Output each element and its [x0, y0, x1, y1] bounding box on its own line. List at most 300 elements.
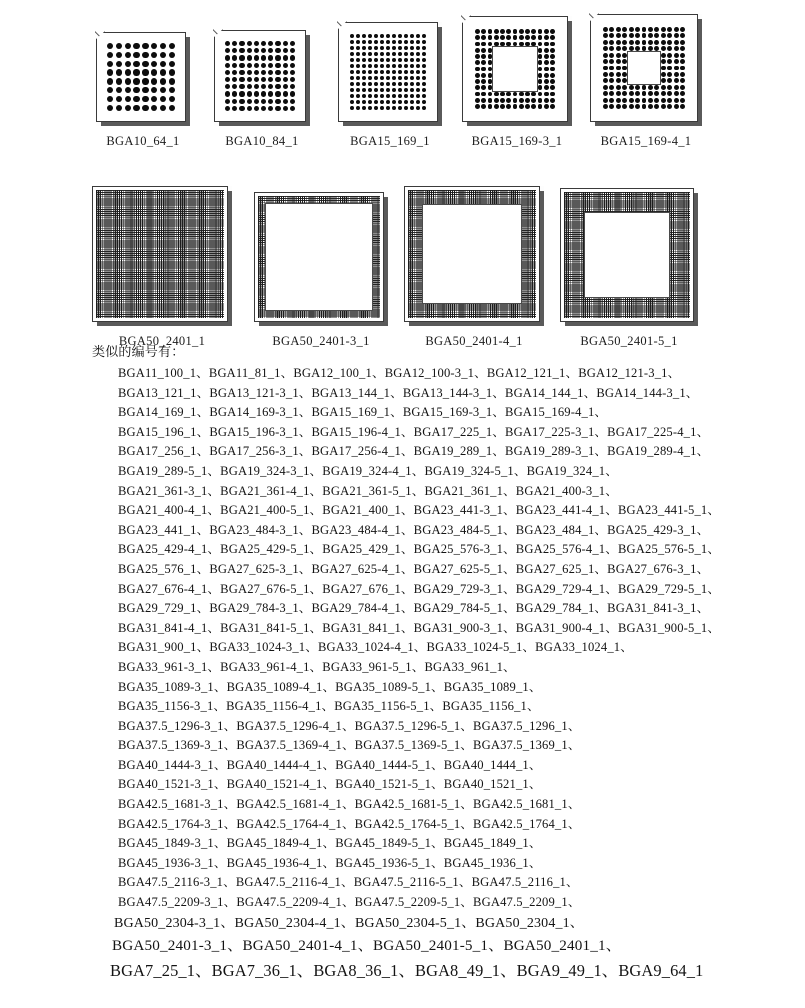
solder-ball — [362, 64, 366, 68]
solder-ball — [422, 46, 426, 50]
solder-ball — [142, 96, 148, 102]
solder-ball — [494, 98, 499, 103]
solder-ball — [667, 91, 672, 96]
solder-ball — [232, 84, 237, 89]
solder-ball — [133, 87, 139, 93]
solder-ball — [261, 70, 266, 75]
solder-ball — [416, 46, 420, 50]
solder-ball — [404, 58, 408, 62]
solder-ball — [107, 96, 113, 102]
solder-ball — [538, 92, 543, 97]
solder-ball — [680, 59, 685, 64]
solder-ball — [616, 104, 621, 109]
solder-ball — [380, 106, 384, 110]
solder-ball — [544, 54, 549, 59]
solder-ball — [538, 79, 543, 84]
solder-ball — [374, 82, 378, 86]
solder-ball — [268, 70, 273, 75]
solder-ball — [519, 35, 524, 40]
package-right-shadow — [438, 27, 442, 126]
solder-ball — [609, 72, 614, 77]
solder-ball — [380, 76, 384, 80]
part-number-line: BGA40_1521-3_1、BGA40_1521-4_1、BGA40_1521-5_1、BGA40_1521_1、 — [118, 777, 542, 792]
solder-ball — [392, 76, 396, 80]
solder-ball — [362, 70, 366, 74]
solder-ball — [488, 104, 493, 109]
solder-ball — [674, 85, 679, 90]
solder-ball — [239, 106, 244, 111]
solder-ball — [169, 105, 175, 111]
solder-ball — [603, 98, 608, 103]
solder-ball — [380, 88, 384, 92]
solder-ball — [422, 76, 426, 80]
package-figure — [590, 14, 702, 149]
solder-ball — [481, 67, 486, 72]
solder-ball — [550, 104, 555, 109]
solder-ball — [398, 58, 402, 62]
solder-ball — [283, 70, 288, 75]
solder-ball — [368, 52, 372, 56]
solder-ball — [160, 52, 166, 58]
solder-ball — [667, 33, 672, 38]
solder-ball — [481, 48, 486, 53]
solder-ball — [356, 34, 360, 38]
solder-ball — [225, 55, 230, 60]
solder-ball — [475, 48, 480, 53]
solder-ball — [160, 61, 166, 67]
package-right-shadow — [568, 21, 572, 126]
part-number-line: BGA45_1849-3_1、BGA45_1849-4_1、BGA45_1849-5_1、BGA45_1849_1、 — [118, 836, 542, 851]
solder-ball — [550, 54, 555, 59]
solder-ball — [410, 88, 414, 92]
solder-ball — [654, 33, 659, 38]
solder-ball — [398, 52, 402, 56]
solder-ball — [254, 48, 259, 53]
solder-ball — [404, 76, 408, 80]
solder-ball — [544, 48, 549, 53]
solder-ball — [603, 33, 608, 38]
solder-ball — [247, 106, 252, 111]
solder-ball — [674, 104, 679, 109]
solder-ball — [680, 91, 685, 96]
solder-ball — [380, 70, 384, 74]
solder-ball — [475, 42, 480, 47]
solder-ball — [374, 94, 378, 98]
solder-ball — [609, 53, 614, 58]
solder-ball — [404, 40, 408, 44]
solder-ball — [350, 34, 354, 38]
solder-ball — [283, 55, 288, 60]
solder-ball — [283, 41, 288, 46]
solder-ball — [125, 43, 131, 49]
solder-ball — [667, 40, 672, 45]
solder-ball — [392, 100, 396, 104]
solder-ball — [635, 98, 640, 103]
solder-ball — [350, 76, 354, 80]
solder-ball — [232, 70, 237, 75]
solder-ball — [151, 69, 157, 75]
solder-ball — [380, 52, 384, 56]
solder-ball — [642, 91, 647, 96]
solder-ball — [538, 29, 543, 34]
solder-ball — [544, 104, 549, 109]
solder-ball — [380, 34, 384, 38]
solder-ball — [225, 63, 230, 68]
solder-ball — [616, 98, 621, 103]
solder-ball — [609, 85, 614, 90]
solder-ball — [531, 98, 536, 103]
solder-ball — [362, 34, 366, 38]
solder-ball — [661, 46, 666, 51]
solder-ball — [410, 58, 414, 62]
solder-ball — [247, 41, 252, 46]
package-right-shadow — [228, 191, 232, 326]
solder-ball — [160, 87, 166, 93]
solder-ball — [416, 94, 420, 98]
solder-ball — [603, 66, 608, 71]
solder-ball — [283, 91, 288, 96]
bga-package-drawing — [338, 22, 442, 126]
part-number-line: BGA17_256_1、BGA17_256-3_1、BGA17_256-4_1、BGA19_289_1、BGA19_289-3_1、BGA19_289-4_1、 — [118, 444, 710, 459]
solder-ball — [416, 76, 420, 80]
solder-ball — [500, 98, 505, 103]
solder-ball — [544, 29, 549, 34]
solder-ball — [356, 88, 360, 92]
package-figure — [560, 188, 698, 349]
solder-ball — [261, 63, 266, 68]
solder-ball — [616, 40, 621, 45]
solder-ball — [356, 46, 360, 50]
solder-ball — [616, 46, 621, 51]
package-figure — [96, 32, 190, 149]
solder-ball — [603, 104, 608, 109]
solder-ball — [538, 85, 543, 90]
solder-ball — [116, 87, 122, 93]
package-bottom-shadow — [343, 122, 442, 126]
solder-ball — [622, 91, 627, 96]
solder-ball — [488, 29, 493, 34]
solder-ball — [142, 69, 148, 75]
solder-ball — [422, 106, 426, 110]
solder-ball — [290, 84, 295, 89]
solder-ball — [356, 76, 360, 80]
solder-ball — [142, 52, 148, 58]
solder-ball — [261, 99, 266, 104]
solder-ball — [544, 92, 549, 97]
bga-package-drawing — [96, 32, 190, 126]
part-number-line: BGA31_900_1、BGA33_1024-3_1、BGA33_1024-4_1、BGA33_1024-5_1、BGA33_1024_1、 — [118, 640, 633, 655]
solder-ball — [239, 99, 244, 104]
solder-ball — [374, 58, 378, 62]
bga-package-drawing — [92, 186, 232, 326]
solder-ball — [368, 88, 372, 92]
solder-ball — [232, 41, 237, 46]
depopulated-center-window — [627, 51, 661, 85]
solder-ball — [654, 85, 659, 90]
solder-ball — [475, 73, 480, 78]
solder-ball — [362, 40, 366, 44]
solder-ball — [661, 91, 666, 96]
solder-ball — [500, 92, 505, 97]
solder-ball — [494, 35, 499, 40]
solder-ball — [368, 100, 372, 104]
solder-ball — [674, 27, 679, 32]
solder-ball — [350, 100, 354, 104]
solder-ball — [268, 91, 273, 96]
solder-ball — [261, 55, 266, 60]
solder-ball — [609, 40, 614, 45]
solder-ball — [283, 48, 288, 53]
part-number-line: BGA11_100_1、BGA11_81_1、BGA12_100_1、BGA12_100-3_1、BGA12_121_1、BGA12_121-3_1、 — [118, 366, 681, 380]
solder-ball — [500, 35, 505, 40]
part-number-line: BGA25_576_1、BGA27_625-3_1、BGA27_625-4_1、BGA27_625-5_1、BGA27_625_1、BGA27_676-3_1、 — [118, 561, 710, 576]
solder-ball — [368, 40, 372, 44]
solder-ball — [239, 48, 244, 53]
solder-ball — [422, 64, 426, 68]
package-figure — [254, 192, 388, 349]
solder-ball — [616, 72, 621, 77]
solder-ball — [368, 94, 372, 98]
package-right-shadow — [694, 193, 698, 326]
solder-ball — [642, 98, 647, 103]
solder-ball — [160, 43, 166, 49]
solder-ball — [550, 48, 555, 53]
solder-ball — [667, 78, 672, 83]
solder-ball — [386, 46, 390, 50]
part-number-section — [92, 344, 752, 983]
part-number-line: BGA19_289-5_1、BGA19_324-3_1、BGA19_324-4_1、BGA19_324-5_1、BGA19_324_1、 — [118, 463, 618, 478]
figure-caption: BGA10_64_1 — [106, 134, 180, 148]
solder-ball — [261, 48, 266, 53]
solder-ball — [275, 41, 280, 46]
solder-ball — [275, 84, 280, 89]
solder-ball — [392, 46, 396, 50]
solder-ball — [254, 106, 259, 111]
package-bottom-shadow — [467, 122, 572, 126]
solder-ball — [674, 53, 679, 58]
solder-ball — [609, 66, 614, 71]
solder-ball — [368, 76, 372, 80]
solder-ball — [133, 43, 139, 49]
solder-ball — [261, 41, 266, 46]
solder-ball — [380, 64, 384, 68]
solder-ball — [616, 27, 621, 32]
solder-ball — [362, 76, 366, 80]
part-number-line: BGA14_169_1、BGA14_169-3_1、BGA15_169_1、BGA15_169-3_1、BGA15_169-4_1、 — [118, 405, 608, 420]
solder-ball — [519, 104, 524, 109]
solder-ball — [538, 48, 543, 53]
solder-ball — [416, 64, 420, 68]
solder-ball — [356, 64, 360, 68]
solder-ball — [151, 105, 157, 111]
solder-ball — [481, 60, 486, 65]
solder-ball — [368, 34, 372, 38]
solder-ball — [648, 91, 653, 96]
solder-ball — [107, 87, 113, 93]
solder-ball — [422, 40, 426, 44]
solder-ball — [142, 78, 148, 84]
solder-ball — [622, 33, 627, 38]
depopulated-center-window — [265, 203, 372, 310]
part-number-line: BGA31_841-4_1、BGA31_841-5_1、BGA31_841_1、BGA31_900-3_1、BGA31_900-4_1、BGA31_900-5_1、 — [118, 620, 721, 635]
part-number-line: BGA45_1936-3_1、BGA45_1936-4_1、BGA45_1936-5_1、BGA45_1936_1、 — [118, 855, 542, 870]
solder-ball — [254, 55, 259, 60]
solder-ball — [268, 63, 273, 68]
solder-ball — [225, 106, 230, 111]
solder-ball — [374, 34, 378, 38]
solder-ball — [268, 48, 273, 53]
solder-ball — [268, 41, 273, 46]
solder-ball — [544, 85, 549, 90]
solder-ball — [392, 40, 396, 44]
solder-ball — [107, 69, 113, 75]
solder-ball — [550, 85, 555, 90]
bga-package-drawing — [590, 14, 702, 126]
solder-ball — [374, 106, 378, 110]
solder-ball — [392, 34, 396, 38]
part-number-line: BGA29_729_1、BGA29_784-3_1、BGA29_784-4_1、BGA29_784-5_1、BGA29_784_1、BGA31_841-3_1、 — [118, 601, 710, 616]
solder-ball — [616, 91, 621, 96]
solder-ball — [667, 59, 672, 64]
solder-ball — [635, 33, 640, 38]
solder-ball — [404, 70, 408, 74]
part-number-line: BGA40_1444-3_1、BGA40_1444-4_1、BGA40_1444-5_1、BGA40_1444_1、 — [118, 757, 542, 772]
solder-ball — [125, 78, 131, 84]
solder-ball — [654, 98, 659, 103]
solder-ball — [125, 61, 131, 67]
solder-ball — [142, 105, 148, 111]
solder-ball — [494, 92, 499, 97]
solder-ball — [410, 52, 414, 56]
figure-caption: BGA15_169_1 — [350, 134, 430, 148]
part-number-line: BGA50_2304-3_1、BGA50_2304-4_1、BGA50_2304-5_1、BGA50_2304_1、 — [114, 915, 584, 931]
solder-ball — [661, 104, 666, 109]
solder-ball — [481, 98, 486, 103]
solder-ball — [125, 96, 131, 102]
solder-ball — [283, 84, 288, 89]
solder-ball — [239, 55, 244, 60]
solder-ball — [475, 67, 480, 72]
solder-ball — [107, 105, 113, 111]
solder-ball — [642, 85, 647, 90]
solder-ball — [116, 69, 122, 75]
solder-ball — [356, 40, 360, 44]
solder-ball — [362, 82, 366, 86]
solder-ball — [410, 64, 414, 68]
solder-ball — [254, 70, 259, 75]
solder-ball — [225, 70, 230, 75]
solder-ball — [629, 40, 634, 45]
solder-ball — [261, 84, 266, 89]
depopulated-center-window — [584, 212, 670, 298]
solder-ball — [506, 29, 511, 34]
solder-ball — [422, 70, 426, 74]
solder-ball — [290, 55, 295, 60]
solder-ball — [422, 100, 426, 104]
solder-ball — [116, 96, 122, 102]
solder-ball — [513, 29, 518, 34]
bga-package-drawing — [560, 188, 698, 326]
solder-ball — [169, 61, 175, 67]
part-number-line: BGA37.5_1296-3_1、BGA37.5_1296-4_1、BGA37.5_1296-5_1、BGA37.5_1296_1、 — [118, 718, 581, 733]
solder-ball — [225, 84, 230, 89]
solder-ball — [538, 67, 543, 72]
solder-ball — [254, 84, 259, 89]
solder-ball — [160, 78, 166, 84]
solder-ball — [386, 100, 390, 104]
solder-ball — [635, 27, 640, 32]
solder-ball — [386, 40, 390, 44]
solder-ball — [232, 106, 237, 111]
solder-ball — [169, 96, 175, 102]
solder-ball — [142, 61, 148, 67]
solder-ball — [416, 100, 420, 104]
solder-ball — [481, 35, 486, 40]
solder-ball — [404, 52, 408, 56]
solder-ball — [550, 92, 555, 97]
solder-ball — [225, 91, 230, 96]
part-number-line: BGA37.5_1369-3_1、BGA37.5_1369-4_1、BGA37.5_1369-5_1、BGA37.5_1369_1、 — [118, 738, 581, 753]
package-right-shadow — [540, 191, 544, 326]
solder-ball — [550, 73, 555, 78]
solder-ball — [475, 60, 480, 65]
solder-ball — [680, 53, 685, 58]
solder-ball — [247, 70, 252, 75]
solder-ball — [374, 40, 378, 44]
solder-ball — [404, 94, 408, 98]
package-figure — [462, 16, 572, 149]
solder-ball — [481, 92, 486, 97]
solder-ball — [283, 99, 288, 104]
solder-ball — [151, 87, 157, 93]
solder-ball — [151, 52, 157, 58]
solder-ball — [392, 52, 396, 56]
solder-ball — [680, 40, 685, 45]
solder-ball — [550, 79, 555, 84]
solder-ball — [374, 70, 378, 74]
bga-package-drawing — [214, 30, 310, 126]
figure-row-small-bga — [96, 14, 716, 149]
solder-ball — [603, 53, 608, 58]
solder-ball — [674, 59, 679, 64]
solder-ball — [642, 27, 647, 32]
part-number-line: BGA42.5_1764-3_1、BGA42.5_1764-4_1、BGA42.5_1764-5_1、BGA42.5_1764_1、 — [118, 816, 581, 831]
solder-ball — [368, 64, 372, 68]
package-figure — [92, 186, 232, 349]
solder-ball — [635, 85, 640, 90]
solder-ball — [268, 84, 273, 89]
solder-ball — [609, 78, 614, 83]
solder-ball — [488, 92, 493, 97]
solder-ball — [422, 58, 426, 62]
solder-ball — [254, 41, 259, 46]
solder-ball — [225, 99, 230, 104]
solder-ball — [667, 98, 672, 103]
solder-ball — [667, 53, 672, 58]
solder-ball — [290, 63, 295, 68]
ball-grid-array — [107, 43, 175, 111]
solder-ball — [550, 67, 555, 72]
figure-caption: BGA15_169-3_1 — [471, 134, 563, 148]
solder-ball — [247, 63, 252, 68]
ball-grid-array — [350, 34, 426, 110]
solder-ball — [386, 64, 390, 68]
solder-ball — [116, 78, 122, 84]
solder-ball — [368, 58, 372, 62]
solder-ball — [648, 40, 653, 45]
package-bottom-shadow — [409, 322, 544, 326]
solder-ball — [674, 78, 679, 83]
